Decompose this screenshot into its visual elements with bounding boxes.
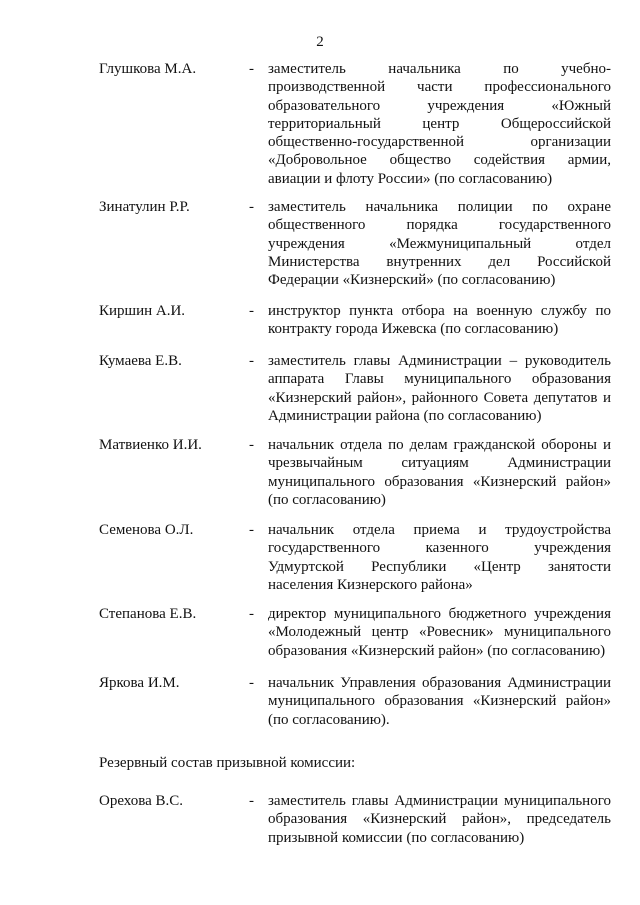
separator-dash: -	[249, 606, 254, 622]
position-line: Федерации «Кизнерский» (по согласованию)	[268, 272, 556, 289]
separator-dash: -	[249, 199, 254, 215]
member-name: Степанова Е.В.	[99, 606, 197, 622]
page-number: 2	[316, 34, 324, 50]
member-position	[268, 521, 611, 594]
position-line: Министерства внутренних дел Российской	[268, 253, 611, 270]
separator-dash: -	[249, 61, 254, 77]
position-line: общественного порядка государственного	[268, 217, 611, 234]
position-line: начальник отдела по делам гражданской обороны и	[268, 437, 611, 453]
separator-dash: -	[249, 437, 254, 453]
position-line: директор муниципального бюджетного учреждения	[268, 606, 611, 622]
member-name: Орехова В.С.	[99, 793, 184, 809]
position-line: авиации и флоту России» (по согласованию)	[268, 170, 553, 187]
position-line: «Кизнерский район», районного Совета депутатов и	[268, 389, 611, 406]
position-line: образовательного учреждения «Южный	[268, 97, 611, 114]
position-line: инструктор пункта отбора на военную службу по	[268, 303, 611, 319]
member-position	[268, 198, 611, 289]
separator-dash: -	[249, 793, 254, 809]
position-line: (по согласованию).	[268, 711, 390, 728]
position-line: (по согласованию)	[268, 491, 386, 508]
position-line: производственной части профессионального	[268, 79, 611, 96]
position-line: общественно-государственной организации	[268, 134, 611, 151]
member-name: Матвиенко И.И.	[99, 437, 202, 453]
member-name: Глушкова М.А.	[99, 61, 197, 77]
position-line: Администрации района (по согласованию)	[268, 407, 542, 424]
position-line: учреждения «Межмуниципальный отдел	[268, 235, 611, 252]
position-line: Удмуртской Республики «Центр занятости	[268, 558, 611, 575]
separator-dash: -	[249, 675, 254, 691]
position-line: начальник Управления образования Администрации	[268, 675, 611, 691]
position-line: образования «Кизнерский район», председатель	[268, 811, 611, 828]
position-line: аппарата Главы муниципального образования	[268, 371, 611, 388]
member-name: Яркова И.М.	[99, 675, 180, 691]
member-name: Киршин А.И.	[99, 303, 186, 319]
position-line: муниципального образования «Кизнерский район»	[268, 693, 611, 710]
position-line: заместитель главы Администрации – руководитель	[268, 353, 611, 369]
position-line: контракту города Ижевска (по согласованию)	[268, 321, 559, 338]
position-line: заместитель главы Администрации муниципального	[268, 793, 611, 809]
position-line: заместитель начальника по учебно-	[268, 61, 611, 77]
member-position	[268, 674, 611, 729]
member-name: Зинатулин Р.Р.	[99, 199, 190, 215]
separator-dash: -	[249, 303, 254, 319]
member-position	[268, 60, 611, 188]
member-position	[268, 352, 611, 425]
position-line: населения Кизнерского района»	[268, 576, 473, 593]
position-line: призывной комиссии (по согласованию)	[268, 829, 525, 846]
separator-dash: -	[249, 522, 254, 538]
position-line: заместитель начальника полиции по охране	[268, 199, 611, 215]
reserve-section-title: Резервный состав призывной комиссии:	[99, 755, 356, 771]
position-line: чрезвычайным ситуациям Администрации	[268, 455, 611, 472]
position-line: государственного казенного учреждения	[268, 540, 611, 557]
position-line: «Добровольное общество содействия армии,	[268, 152, 611, 169]
separator-dash: -	[249, 353, 254, 369]
position-line: начальник отдела приема и трудоустройства	[268, 522, 611, 538]
member-position	[268, 605, 611, 660]
position-line: «Молодежный центр «Ровесник» муниципального	[268, 624, 611, 641]
position-line: образования «Кизнерский район» (по согласованию)	[268, 642, 606, 659]
member-position	[268, 436, 611, 509]
position-line: муниципального образования «Кизнерский район»	[268, 473, 611, 490]
member-name: Семенова О.Л.	[99, 522, 194, 538]
member-position	[268, 302, 611, 339]
member-name: Кумаева Е.В.	[99, 353, 182, 369]
position-line: территориальный центр Общероссийской	[268, 115, 611, 132]
member-position	[268, 792, 611, 847]
